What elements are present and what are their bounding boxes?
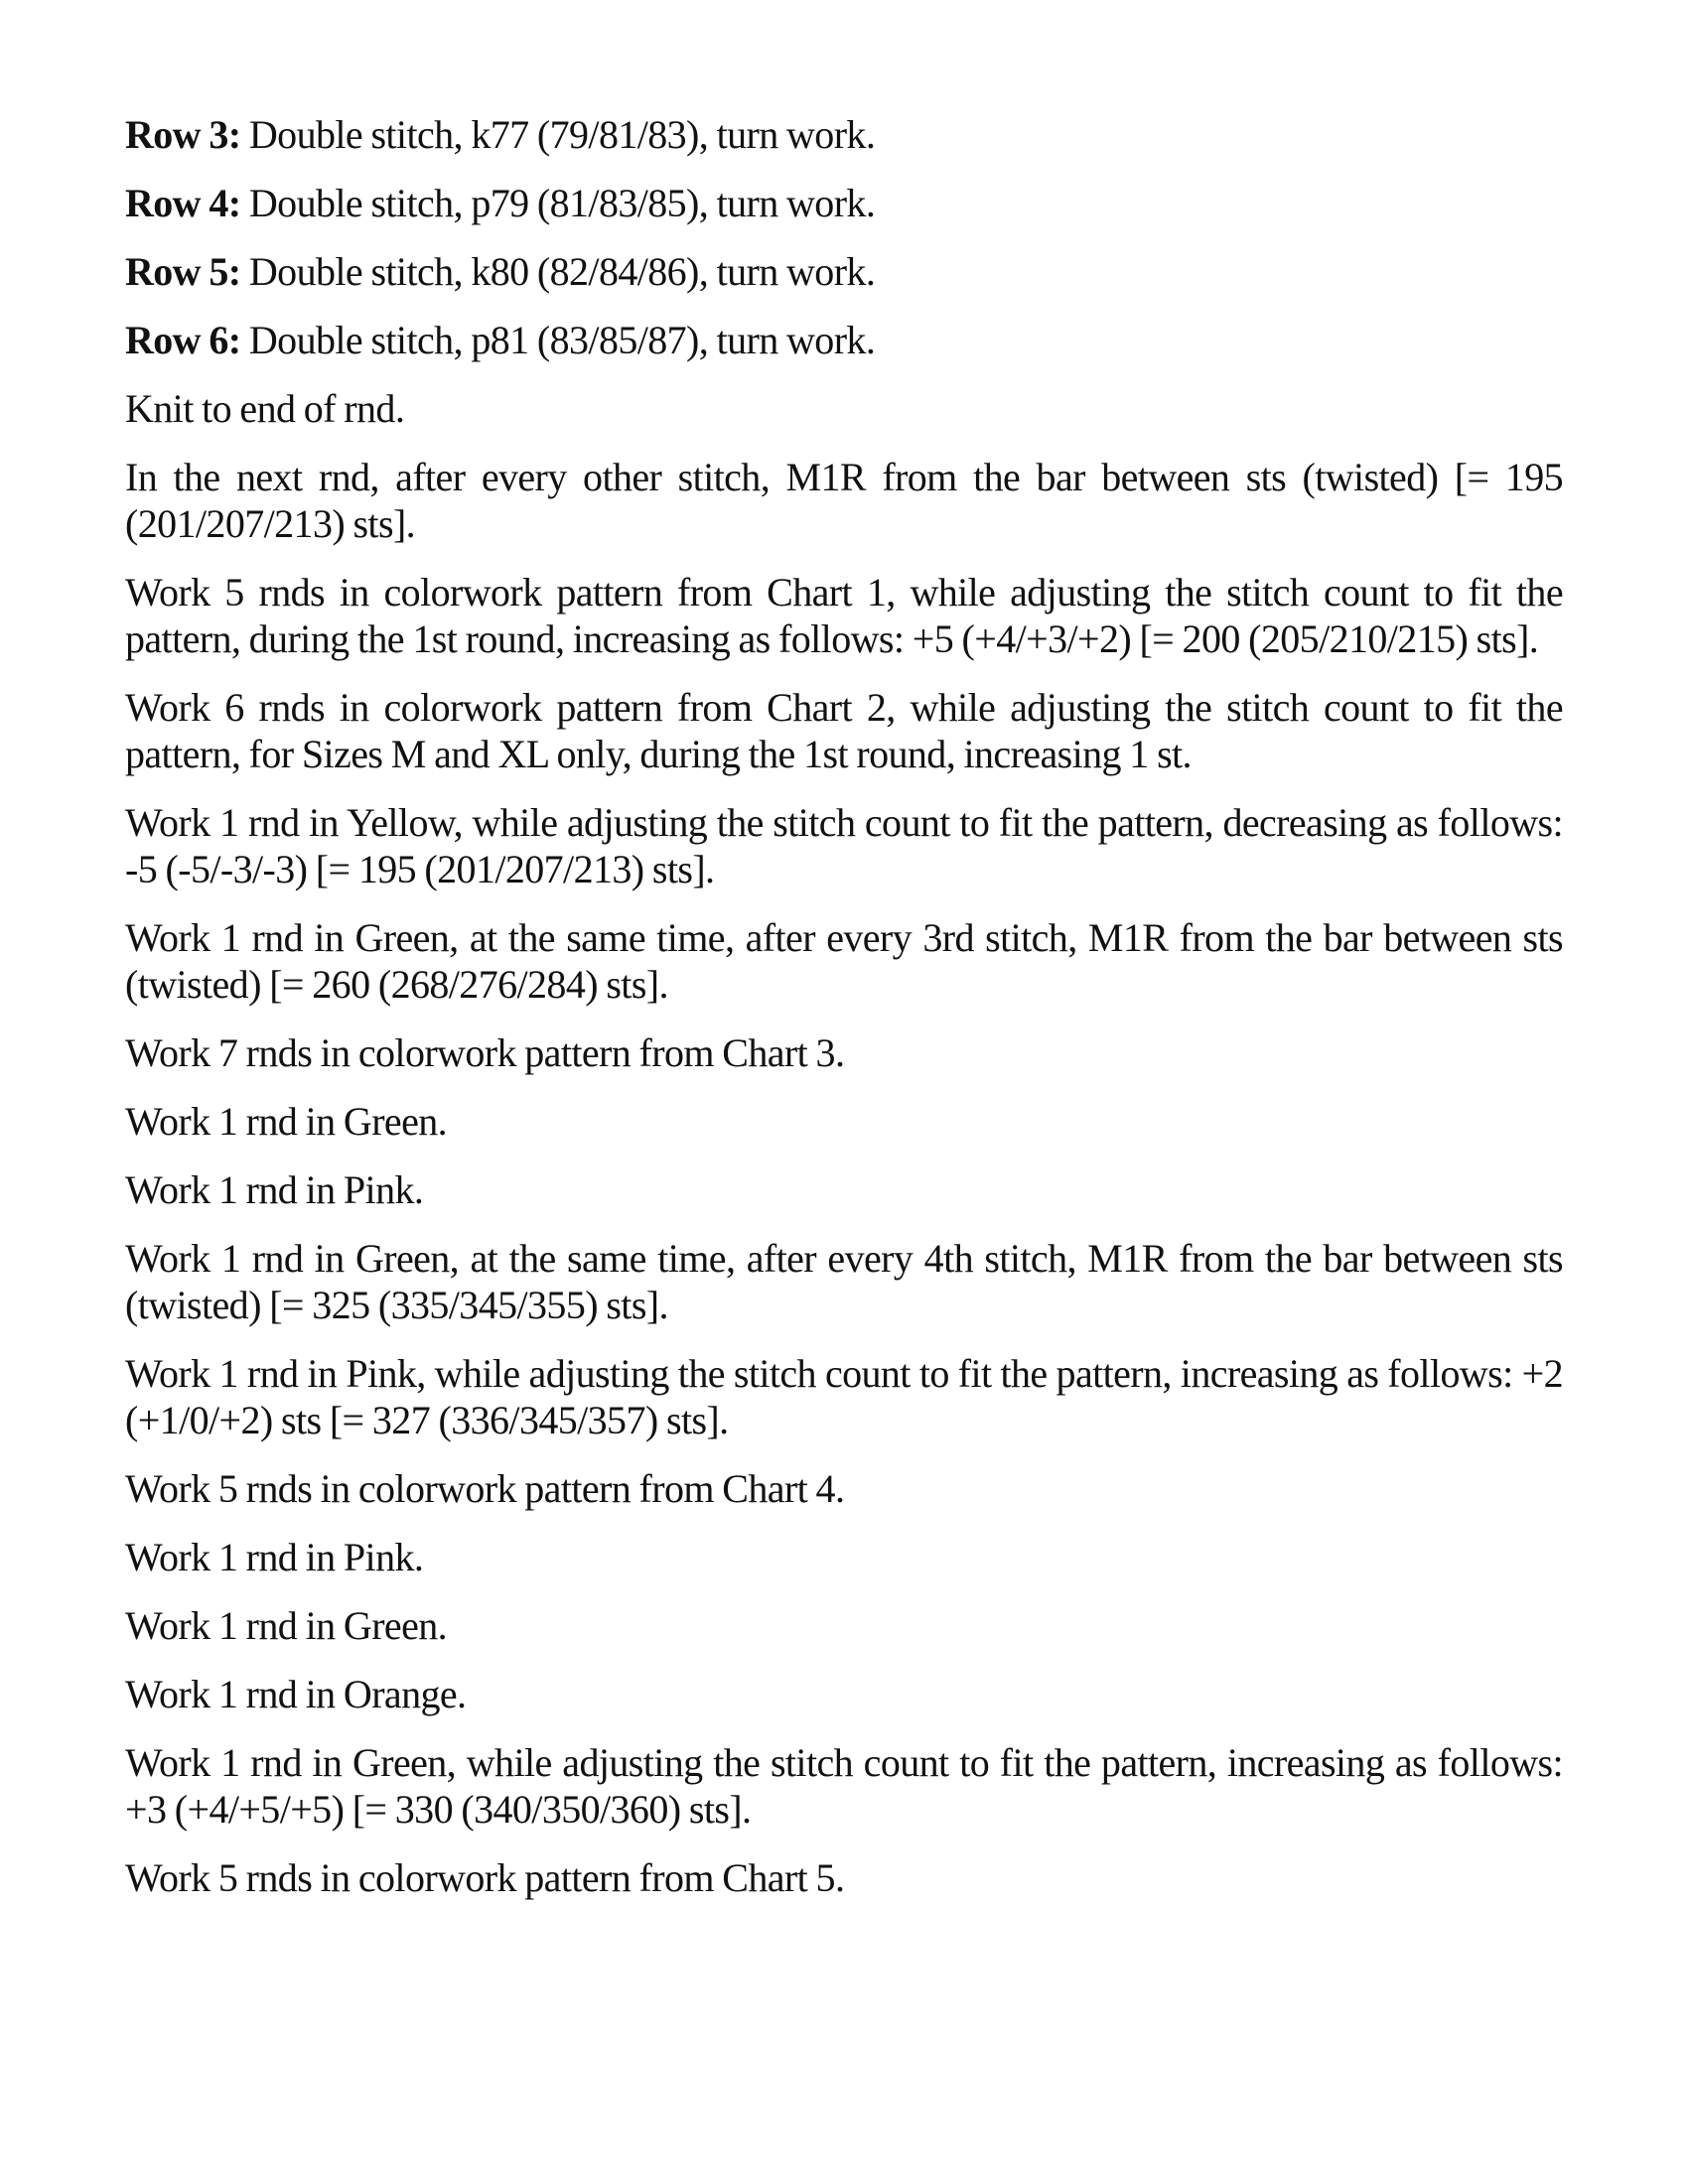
instruction-paragraph: Work 5 rnds in colorwork pattern from Chart 1, while adjusting the stitch count to fit the pattern, during the 1st round, increasing as follows: +5 (+4/+3/+2) [= 200 (205/210/215) sts]. bbox=[125, 570, 1563, 661]
instruction-paragraph: Work 1 rnd in Pink, while adjusting the stitch count to fit the pattern, increasing as follows: +2 (+1/0/+2) sts [= 327 (336/345/357) sts]. bbox=[125, 1351, 1563, 1442]
row-text: Double stitch, k77 (79/81/83), turn work. bbox=[240, 112, 876, 157]
row-4-instruction bbox=[125, 180, 1563, 226]
row-label: Row 3: bbox=[125, 112, 241, 157]
instruction-paragraph: Work 5 rnds in colorwork pattern from Chart 4. bbox=[125, 1466, 845, 1511]
instruction-paragraph: Work 1 rnd in Green, at the same time, after every 4th stitch, M1R from the bar between sts (twisted) [= 325 (335/345/355) sts]. bbox=[125, 1236, 1563, 1327]
instruction-paragraph: Work 1 rnd in Orange. bbox=[125, 1672, 467, 1716]
row-text: Double stitch, k80 (82/84/86), turn work. bbox=[240, 249, 876, 294]
instruction-paragraph: Work 1 rnd in Green, while adjusting the stitch count to fit the pattern, increasing as follows: +3 (+4/+5/+5) [= 330 (340/350/360) sts]. bbox=[125, 1740, 1563, 1832]
instruction-paragraph: Work 1 rnd in Yellow, while adjusting the stitch count to fit the pattern, decreasing as follows: -5 (-5/-3/-3) [= 195 (201/207/213) sts]. bbox=[125, 800, 1563, 891]
instruction-paragraph: Work 1 rnd in Green. bbox=[125, 1099, 448, 1144]
document-page bbox=[125, 111, 1563, 1923]
instruction-paragraph: Work 5 rnds in colorwork pattern from Chart 5. bbox=[125, 1855, 845, 1900]
instruction-paragraph: Work 6 rnds in colorwork pattern from Chart 2, while adjusting the stitch count to fit the pattern, for Sizes M and XL only, during the 1st round, increasing 1 st. bbox=[125, 685, 1563, 776]
row-text: Double stitch, p79 (81/83/85), turn work. bbox=[240, 181, 876, 225]
row-label: Row 6: bbox=[125, 318, 241, 362]
instruction-paragraph: Work 1 rnd in Pink. bbox=[125, 1167, 424, 1212]
row-6-instruction bbox=[125, 317, 1563, 363]
instruction-paragraph: Knit to end of rnd. bbox=[125, 386, 405, 431]
instruction-paragraph: In the next rnd, after every other stitch, M1R from the bar between sts (twisted) [= 195 (201/207/213) sts]. bbox=[125, 455, 1563, 546]
instruction-paragraph: Work 1 rnd in Green, at the same time, after every 3rd stitch, M1R from the bar between sts (twisted) [= 260 (268/276/284) sts]. bbox=[125, 915, 1563, 1007]
row-label: Row 5: bbox=[125, 249, 241, 294]
instruction-paragraph: Work 1 rnd in Pink. bbox=[125, 1535, 424, 1579]
row-label: Row 4: bbox=[125, 181, 241, 225]
row-text: Double stitch, p81 (83/85/87), turn work. bbox=[240, 318, 876, 362]
row-5-instruction bbox=[125, 248, 1563, 295]
row-3-instruction bbox=[125, 111, 1563, 158]
instruction-paragraph: Work 1 rnd in Green. bbox=[125, 1603, 448, 1648]
instruction-paragraph: Work 7 rnds in colorwork pattern from Chart 3. bbox=[125, 1030, 845, 1075]
